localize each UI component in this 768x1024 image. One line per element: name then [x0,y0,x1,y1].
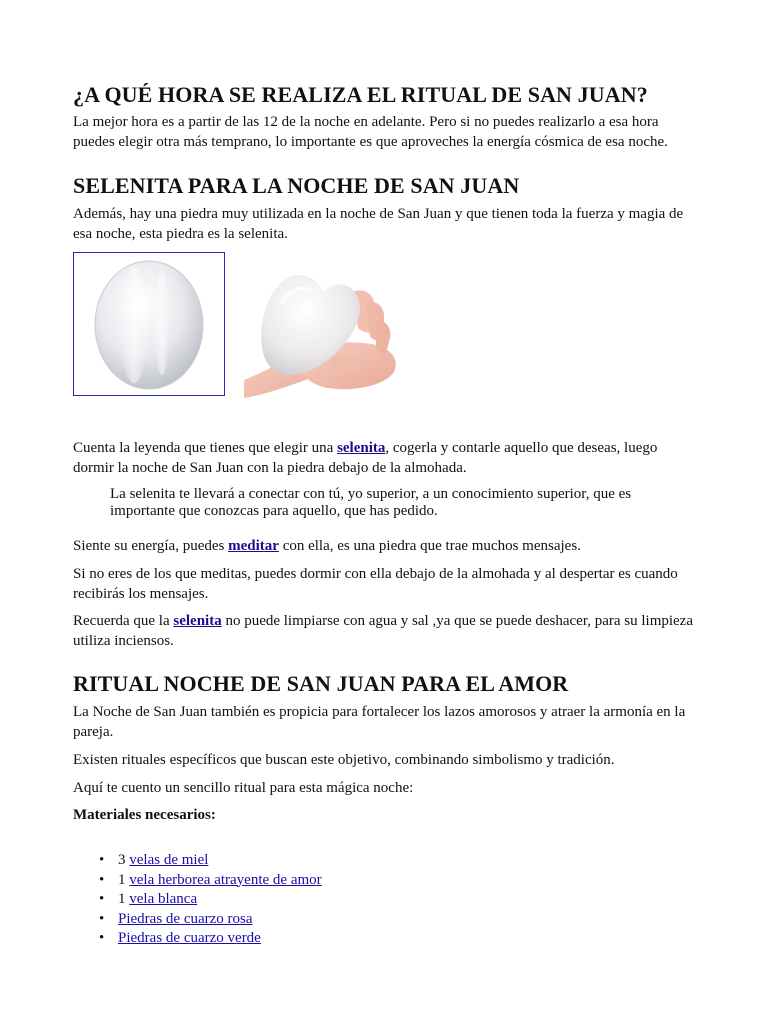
paragraph-amor-intro: La Noche de San Juan también es propicia para fortalecer los lazos amorosos y atraer la armonía en la pareja. [73,704,686,740]
selenite-egg-image[interactable] [73,252,225,396]
paragraph-hora: La mejor hora es a partir de las 12 de la noche en adelante. Pero si no puedes realizarlo a esa hora puedes elegir otra más temprano, lo importante es que aproveches la energía cósmica de esa noche. [73,114,668,150]
heading-ritual-amor: RITUAL NOCHE DE SAN JUAN PARA EL AMOR [73,671,569,696]
link-cuarzo-verde[interactable]: Piedras de cuarzo verde [118,930,261,946]
materials-list [99,851,322,949]
paragraph-selenita-intro: Además, hay una piedra muy utilizada en la noche de San Juan y que tienen toda la fuerza y magia de esa noche, esta piedra es la selenita. [73,206,684,242]
link-vela-blanca[interactable]: vela blanca [129,891,198,907]
selenite-heart-hand-image[interactable] [244,262,408,398]
list-item: • 1 vela blanca [99,891,198,907]
link-velas-de-miel[interactable]: velas de miel [129,852,209,868]
link-vela-herborea[interactable]: vela herborea atrayente de amor [129,871,322,888]
list-item: • Piedras de cuarzo rosa [99,910,253,927]
paragraph-energia: Siente su energía, puedes meditar con ella, es una piedra que trae muchos mensajes. [73,538,581,554]
paragraph-leyenda: Cuenta la leyenda que tienes que elegir una selenita, cogerla y contarle aquello que deseas, luego dormir la noche de San Juan con la piedra debajo de la almohada. [73,440,658,476]
list-item: • 3 velas de miel [99,852,209,868]
paragraph-dormir: Si no eres de los que meditas, puedes dormir con ella debajo de la almohada y al despertar es cuando recibirás los mensajes. [73,566,678,602]
list-item: • 1 vela herborea atrayente de amor [99,871,322,888]
heading-hora-ritual: ¿A QUÉ HORA SE REALIZA EL RITUAL DE SAN JUAN? [73,82,648,107]
link-selenita[interactable]: selenita [337,440,386,456]
materials-label: Materiales necesarios: [73,807,216,823]
paragraph-rituales: Existen rituales específicos que buscan este objetivo, combinando simbolismo y tradición. [73,752,615,768]
link-selenita-2[interactable]: selenita [173,613,222,629]
list-item: • Piedras de cuarzo verde [99,930,261,946]
hand-heart-illustration [244,262,408,398]
selenite-egg-illustration [74,253,224,395]
paragraph-limpieza: Recuerda que la selenita no puede limpiarse con agua y sal ,ya que se puede deshacer, para su limpieza utiliza inciensos. [73,613,694,649]
heading-selenita: SELENITA PARA LA NOCHE DE SAN JUAN [73,173,520,198]
link-meditar[interactable]: meditar [228,538,279,554]
paragraph-sencillo: Aquí te cuento un sencillo ritual para esta mágica noche: [73,780,414,796]
quote-selenita: La selenita te llevará a conectar con tú, yo superior, a un conocimiento superior, que es importante que conozcas para aquello, que has pedido. [110,486,632,519]
link-cuarzo-rosa[interactable]: Piedras de cuarzo rosa [118,910,253,927]
